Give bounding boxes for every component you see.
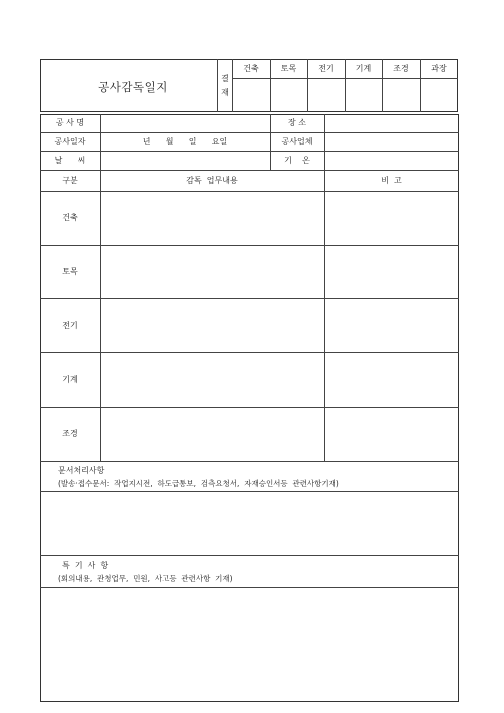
documents-field[interactable] bbox=[41, 492, 458, 554]
work-remarks-electrical[interactable] bbox=[325, 299, 458, 351]
special-field[interactable] bbox=[41, 588, 458, 701]
approval-col-manager: 과장 bbox=[431, 64, 447, 73]
work-remarks-civil[interactable] bbox=[325, 246, 458, 297]
approval-col-architecture: 건축 bbox=[243, 64, 259, 73]
work-col-category: 구분 bbox=[62, 176, 78, 185]
work-row-architecture: 건축 bbox=[62, 213, 78, 222]
work-date-format: 년 월 일 요일 bbox=[142, 137, 228, 146]
work-content-landscape[interactable] bbox=[101, 408, 323, 460]
contractor-label: 공사업체 bbox=[281, 137, 313, 146]
signature-cell-electrical[interactable] bbox=[308, 79, 344, 111]
location-field[interactable] bbox=[325, 115, 458, 131]
work-content-architecture[interactable] bbox=[101, 192, 323, 244]
work-content-mechanical[interactable] bbox=[101, 353, 323, 406]
special-note: (회의내용, 관청업무, 민원, 사고등 관련사항 기재) bbox=[58, 574, 233, 583]
work-row-civil: 토목 bbox=[62, 267, 78, 276]
project-name-field[interactable] bbox=[101, 115, 269, 131]
contractor-field[interactable] bbox=[325, 133, 458, 150]
work-col-remarks: 비 고 bbox=[381, 176, 402, 185]
work-date-field[interactable] bbox=[101, 133, 269, 150]
approval-col-landscape: 조경 bbox=[393, 64, 409, 73]
work-content-electrical[interactable] bbox=[101, 299, 323, 351]
work-remarks-architecture[interactable] bbox=[325, 192, 458, 244]
approval-col-mechanical: 기계 bbox=[355, 64, 372, 73]
work-row-mechanical: 기계 bbox=[62, 375, 78, 384]
temperature-field[interactable] bbox=[325, 152, 458, 169]
weather-field[interactable] bbox=[101, 152, 269, 169]
weather-label: 날 씨 bbox=[54, 156, 86, 165]
form-title: 공사감독일지 bbox=[98, 80, 168, 94]
location-label: 장 소 bbox=[288, 118, 306, 127]
approval-label-top: 결 bbox=[221, 74, 229, 83]
approval-label-bottom: 재 bbox=[221, 88, 229, 97]
approval-col-electrical: 전기 bbox=[318, 64, 334, 73]
signature-cell-landscape[interactable] bbox=[383, 79, 419, 111]
documents-title: 문서처리사항 bbox=[58, 466, 105, 475]
temperature-label: 기 온 bbox=[284, 156, 310, 165]
work-remarks-landscape[interactable] bbox=[325, 408, 458, 460]
work-date-label: 공사일자 bbox=[54, 137, 86, 146]
signature-cell-mechanical[interactable] bbox=[346, 79, 381, 111]
approval-col-civil: 토목 bbox=[280, 64, 297, 73]
work-content-civil[interactable] bbox=[101, 246, 323, 297]
signature-cell-architecture[interactable] bbox=[233, 79, 269, 111]
work-col-content: 감독 업무내용 bbox=[186, 176, 238, 185]
work-remarks-mechanical[interactable] bbox=[325, 353, 458, 406]
work-row-electrical: 전기 bbox=[62, 321, 78, 330]
signature-cell-civil[interactable] bbox=[271, 79, 306, 111]
documents-note: (발송·접수문서: 작업지시전, 하도급통보, 검측요청서, 자재승인서등 관련사항기재) bbox=[58, 479, 339, 488]
project-name-label: 공 사 명 bbox=[55, 118, 85, 127]
signature-cell-manager[interactable] bbox=[421, 79, 457, 111]
special-title: 특 기 사 항 bbox=[62, 561, 109, 570]
work-row-landscape: 조경 bbox=[62, 429, 78, 438]
